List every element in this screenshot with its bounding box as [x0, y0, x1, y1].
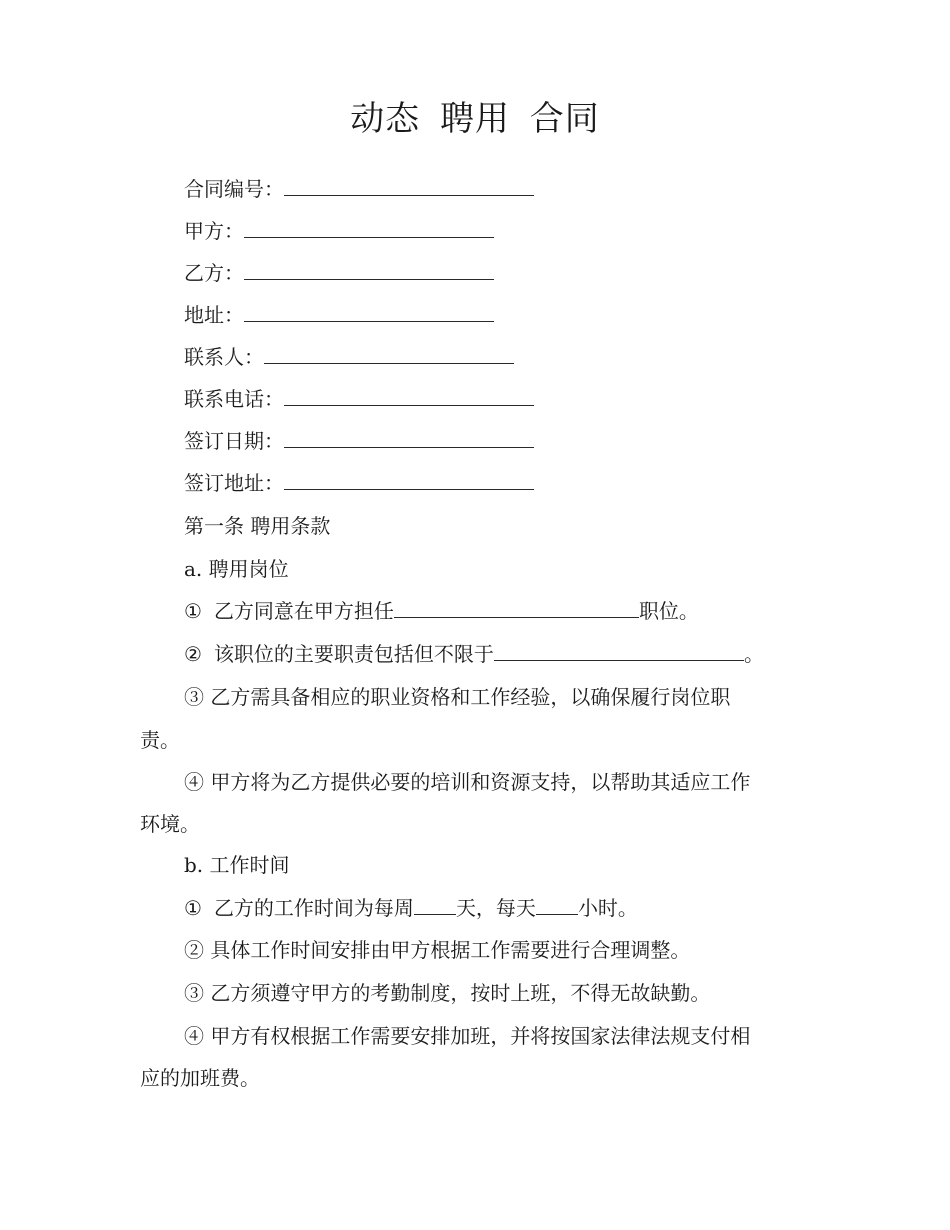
section-a-item-4-line-1: ④ 甲方将为乙方提供必要的培训和资源支持，以帮助其适应工作 — [184, 770, 751, 794]
item-text-end: 。 — [743, 642, 764, 666]
address-blank[interactable] — [244, 297, 494, 322]
sign-date-field — [184, 420, 814, 462]
section-b-item-1 — [184, 887, 814, 929]
section-a-item-4-line-2: 环境。 — [140, 812, 200, 836]
item-number: ② — [184, 642, 202, 666]
item-text-end: 职位。 — [638, 599, 699, 623]
address-label: 地址： — [184, 303, 244, 327]
item-text: 该职位的主要职责包括但不限于 — [213, 642, 494, 666]
item-text: 乙方同意在甲方担任 — [213, 599, 394, 623]
section-b-item-4-line-1: ④ 甲方有权根据工作需要安排加班，并将按国家法律法规支付相 — [184, 1024, 751, 1048]
section-b-item-3: ③ 乙方须遵守甲方的考勤制度，按时上班，不得无故缺勤。 — [184, 981, 711, 1005]
contract-number-field — [184, 168, 814, 210]
address-field — [184, 294, 814, 336]
item-text: 乙方的工作时间为每周 — [213, 896, 414, 920]
article-1-heading: 第一条 聘用条款 — [184, 514, 331, 538]
section-a-heading: a. 聘用岗位 — [184, 557, 289, 581]
contact-person-blank[interactable] — [264, 339, 514, 364]
party-a-blank[interactable] — [244, 213, 494, 238]
section-b-item-4-line-2: 应的加班费。 — [140, 1066, 260, 1090]
phone-field — [184, 378, 814, 420]
party-b-label: 乙方： — [184, 261, 244, 285]
section-b-item-2: ② 具体工作时间安排由甲方根据工作需要进行合理调整。 — [184, 938, 691, 962]
party-a-field — [184, 210, 814, 252]
contact-person-label: 联系人： — [184, 345, 264, 369]
item-text-end: 小时。 — [577, 896, 638, 920]
sign-date-label: 签订日期： — [184, 429, 284, 453]
contract-number-blank[interactable] — [284, 171, 534, 196]
party-a-label: 甲方： — [184, 219, 244, 243]
item-text-mid: 天，每天 — [455, 896, 536, 920]
section-a-item-3-line-1: ③ 乙方需具备相应的职业资格和工作经验，以确保履行岗位职 — [184, 685, 731, 709]
section-a-item-3-line-2: 责。 — [140, 728, 180, 752]
party-b-blank[interactable] — [244, 255, 494, 280]
section-b-heading: b. 工作时间 — [184, 853, 290, 877]
item-number: ① — [184, 599, 202, 623]
section-a-item-2 — [184, 633, 814, 675]
party-b-field — [184, 252, 814, 294]
hours-per-day-blank[interactable] — [536, 890, 578, 915]
section-a-item-1 — [184, 590, 814, 632]
sign-place-field — [184, 462, 814, 504]
days-per-week-blank[interactable] — [414, 890, 456, 915]
sign-place-label: 签订地址： — [184, 471, 284, 495]
duties-blank[interactable] — [494, 636, 744, 661]
phone-label: 联系电话： — [184, 387, 284, 411]
contract-number-label: 合同编号： — [184, 177, 284, 201]
position-blank[interactable] — [394, 593, 639, 618]
document-title: 动态 聘用 合同 — [350, 99, 600, 139]
item-number: ① — [184, 896, 202, 920]
sign-date-blank[interactable] — [284, 423, 534, 448]
phone-blank[interactable] — [284, 381, 534, 406]
sign-place-blank[interactable] — [284, 465, 534, 490]
contact-person-field — [184, 336, 814, 378]
